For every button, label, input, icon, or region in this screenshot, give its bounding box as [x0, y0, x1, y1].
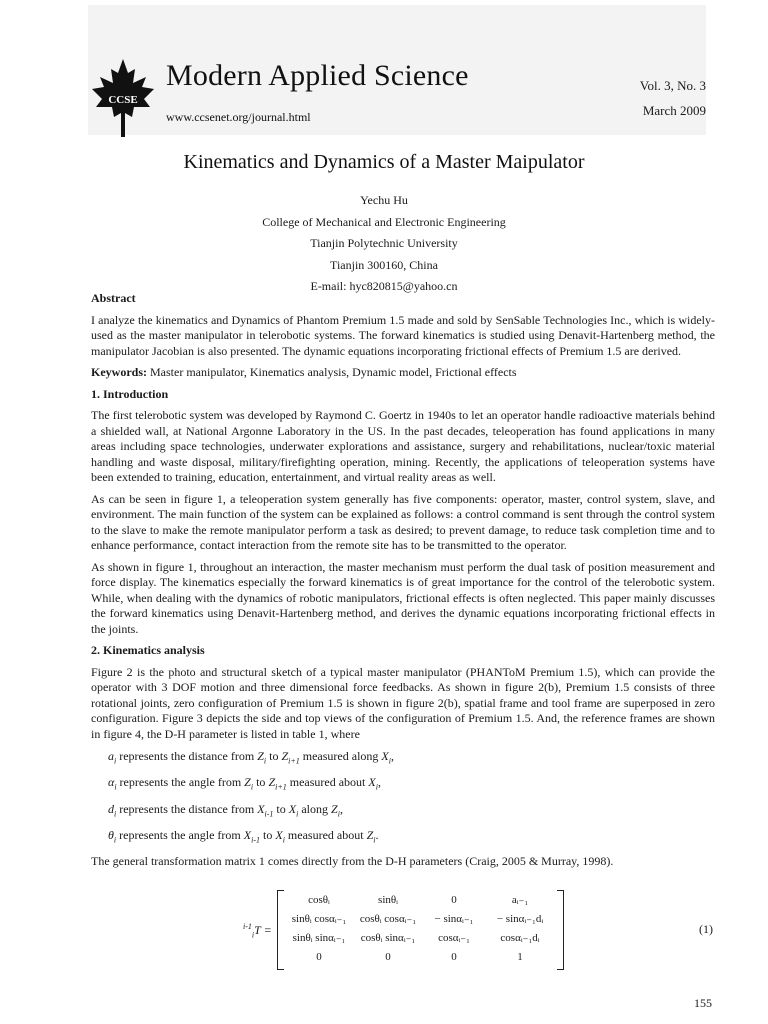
transformation-matrix-equation [243, 890, 583, 970]
keywords [91, 365, 715, 381]
author-name: Yechu Hu [360, 193, 408, 207]
section-kinematics-heading: 2. Kinematics analysis [91, 643, 205, 657]
ccse-maple-leaf-logo [88, 57, 158, 139]
definition-alpha: $\alpha_i$ represents the angle from $Z_i$ to $Z_{i+1}$ measured about $X_i$, [108, 775, 381, 792]
issue-date: March 2009 [642, 103, 706, 118]
affiliation-college: College of Mechanical and Electronic Engineering [262, 214, 506, 229]
logo-text: CCSE [108, 94, 138, 106]
matrix-cell: cosθᵢ cosαᵢ₋₁ [359, 913, 417, 925]
matrix-cell: sinθᵢ sinαᵢ₋₁ [292, 932, 346, 944]
journal-header [88, 5, 706, 135]
affiliation-university: Tianjin Polytechnic University [310, 236, 458, 250]
kinematics-paragraph-1: Figure 2 is the photo and structural sketch of a typical master manipulator (PHANToM Premium 1.5), which can provide the operator with 3 DOF motion and three dimensional force feedbacks. As shown in figure 2(b), Premium 1.5 consists of three rotational joints, zero configuration of Premium 1.5 is shown in figure 2(b), spatial frame and tool frame are superposed in zero configuration. Figure 3 depicts the side and top views of the configuration of Premium 1.5. And, the reference frames are shown in figure 4, the D-H parameter is listed in table 1, where [91, 664, 715, 741]
matrix-lhs: $^{i-1}_i$T = [243, 922, 272, 940]
matrix-cell: cosαᵢ₋₁dᵢ [500, 932, 540, 944]
abstract-heading: Abstract [91, 291, 136, 305]
kinematics-paragraph-2: The general transformation matrix 1 comes directly from the D-H parameters (Craig, 2005 & Murray, 1998). [91, 853, 614, 868]
matrix-cell: − sinαᵢ₋₁dᵢ [496, 913, 544, 925]
keywords-text: Master manipulator, Kinematics analysis, Dynamic model, Frictional effects [147, 365, 517, 379]
matrix-left-bracket [277, 890, 284, 970]
paper-body [91, 291, 715, 875]
definition-theta: $\theta_i$ represents the angle from $X_{i-1}$ to $X_i$ measured about $Z_i$. [108, 828, 379, 845]
volume-issue: Vol. 3, No. 3 [639, 78, 706, 93]
matrix-cells [285, 892, 555, 966]
abstract-text: I analyze the kinematics and Dynamics of Phantom Premium 1.5 made and sold by SenSable Technologies Inc., which is widely-used as the master manipulator in telerobotic systems. The forward kinematics is studied using Denavit-Hartenberg method, the manipulator Jacobian is also presented. The dynamic equations incorporating frictional effects of Premium 1.5 are derived. [91, 312, 715, 358]
intro-paragraph-3: As shown in figure 1, throughout an interaction, the master mechanism must perform the dual task of position measurement and force display. The kinematics especially the forward kinematics is of great importance for the control of the telerobotic system. While, when dealing with the dynamics of robotic manipulators, frictional effects is often neglected. This paper mainly discusses the forward kinematics using Denavit-Hartenberg method, and derives the dynamic equations incorporating frictional effects in the joints. [91, 559, 715, 636]
definition-a: $a_i$ represents the distance from $Z_i$ to $Z_{i+1}$ measured along $X_i$, [108, 749, 394, 766]
matrix-cell: 1 [517, 951, 523, 963]
matrix-cell: cosθᵢ sinαᵢ₋₁ [360, 932, 416, 944]
matrix-cell: 0 [385, 951, 391, 963]
equation-number: (1) [699, 922, 713, 936]
journal-name: Modern Applied Science [166, 59, 469, 92]
author-block [0, 190, 768, 298]
matrix-cell: aᵢ₋₁ [511, 894, 529, 906]
matrix-cell: cosαᵢ₋₁ [438, 932, 470, 944]
matrix-cell: sinθᵢ [378, 894, 398, 906]
keywords-label: Keywords: [91, 365, 147, 379]
affiliation-address: Tianjin 300160, China [330, 257, 438, 272]
matrix-right-bracket [557, 890, 564, 970]
matrix-cell: sinθᵢ cosαᵢ₋₁ [291, 913, 347, 925]
page-number: 155 [694, 996, 712, 1010]
definition-d: $d_i$ represents the distance from $X_{i-1}$ to $X_i$ along $Z_i$, [108, 801, 343, 819]
matrix-cell: − sinαᵢ₋₁ [434, 913, 474, 925]
section-introduction-heading: 1. Introduction [91, 386, 169, 401]
paper-title: Kinematics and Dynamics of a Master Maipulator [183, 151, 585, 173]
matrix-cell: 0 [451, 894, 457, 906]
matrix-cell: cosθᵢ [308, 894, 330, 906]
journal-url[interactable]: www.ccsenet.org/journal.html [166, 110, 311, 124]
author-email[interactable]: E-mail: hyc820815@yahoo.cn [310, 279, 458, 293]
matrix-cell: 0 [451, 951, 457, 963]
matrix-cell: 0 [316, 951, 322, 963]
intro-paragraph-1: The first telerobotic system was developed by Raymond C. Goertz in 1940s to let an operator handle radioactive materials behind a shielded wall, at National Argonne Laboratory in the US. In the past decades, teleoperation has found applications in many areas including space technologies, underwater explorations and assistance, surgery and rehabilitations, nuclear/toxic material handling and waste disposal, military/firefighting operation, mining. Recently, the applications of teleoperation systems have been extended to training, education, entertainment, and virtual reality areas as well. [91, 408, 715, 484]
intro-paragraph-2: As can be seen in figure 1, a teleoperation system generally has five components: operator, master, control system, slave, and environment. The main function of the system can be explained as follows: a control command is sent through the control system to the slave to make the remote manipulator perform a task as desired; to prevent damage, to reduce task completion time and to enhance performance, contact interaction from the remote site has to be transmitted to the operator. [91, 491, 715, 552]
